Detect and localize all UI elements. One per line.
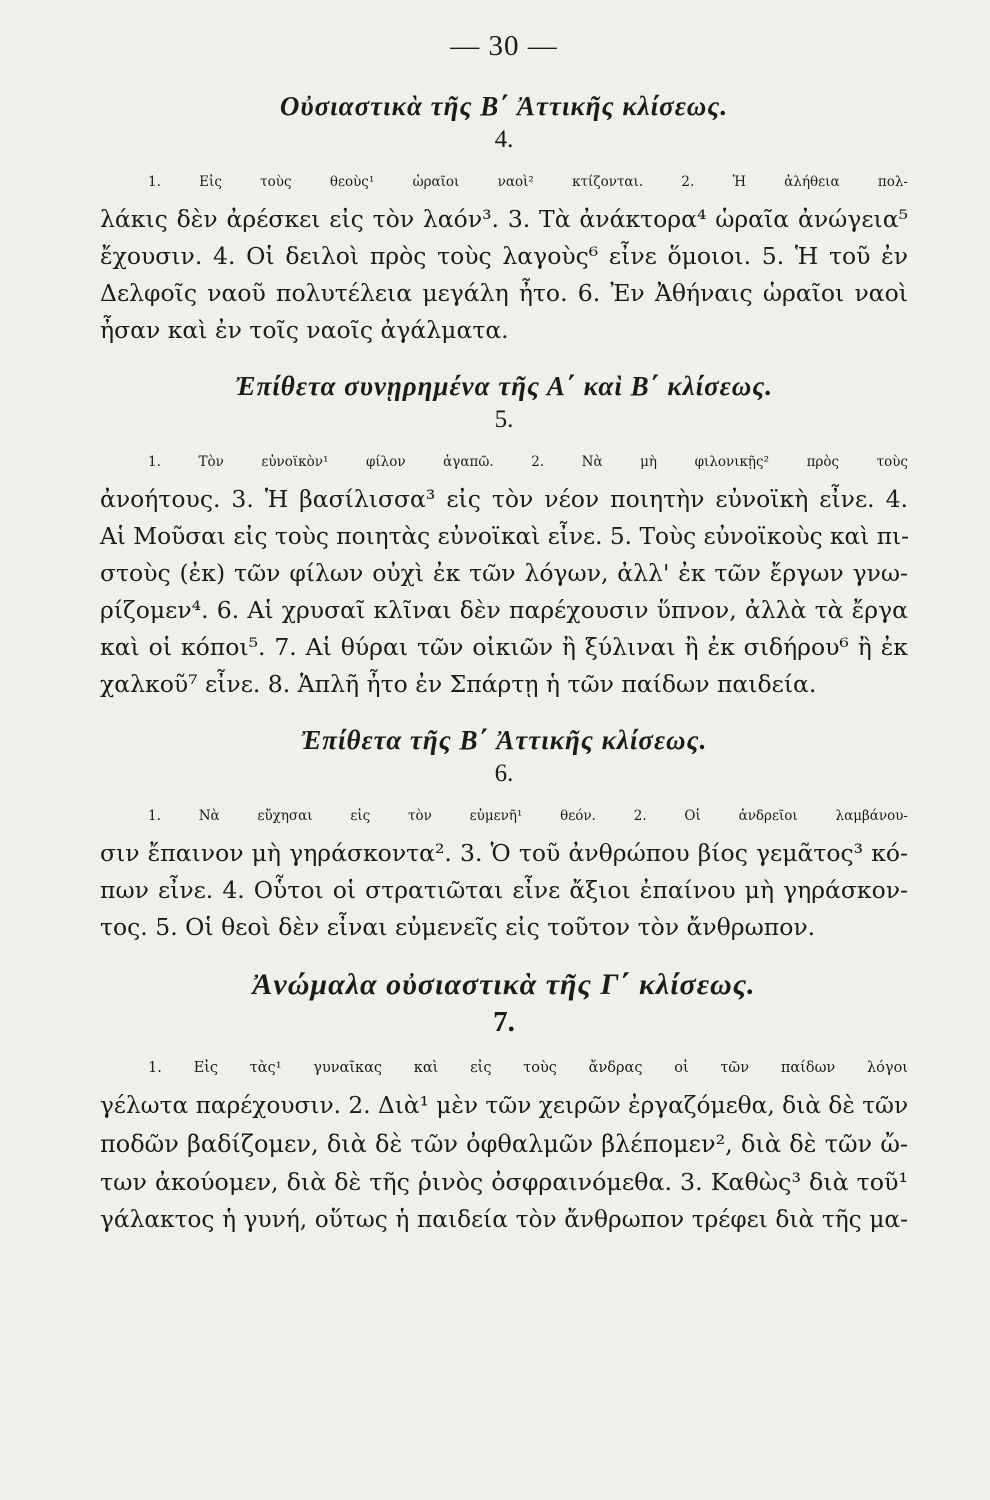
section-title: Ἀνώμαλα οὐσιαστικὰ τῆς Γ΄ κλίσεως. xyxy=(252,968,756,1001)
text-line: των ἀκούομεν, διὰ δὲ τῆς ῥινὸς ὀσφραινόμεθα. 3. Καθὼς³ διὰ τοῦ¹ xyxy=(100,1168,908,1196)
text-line: σιν ἔπαινον μὴ γηράσκοντα². 3. Ὁ τοῦ ἀνθρώπου βίος γεμᾶτος³ κό- xyxy=(100,839,908,867)
section-title: Οὐσιαστικὰ τῆς Β΄ Ἀττικῆς κλίσεως. xyxy=(279,91,729,121)
exercise-number: 7. xyxy=(493,1006,515,1038)
exercise-number: 6. xyxy=(494,760,514,787)
exercise-text xyxy=(100,164,908,349)
text-line: ἔχουσιν. 4. Οἱ δειλοὶ πρὸς τοὺς λαγοὺς⁶ εἶνε ὅμοιοι. 5. Ἡ τοῦ ἐν xyxy=(100,242,908,270)
text-line: τος. 5. Οἱ θεοὶ δὲν εἶναι εὐμενεῖς εἰς τοῦτον τὸν ἄνθρωπον. xyxy=(100,913,816,941)
text-line: γέλωτα παρέχουσιν. 2. Διὰ¹ μὲν τῶν χειρῶν ἐργαζόμεθα, διὰ δὲ τῶν xyxy=(100,1092,909,1119)
text-line: 1. Εἰς τοὺς θεοὺς¹ ὡραῖοι ναοὶ² κτίζονται. 2. Ἡ ἀλήθεια πολ- xyxy=(148,174,908,190)
exercise-text xyxy=(100,1049,908,1239)
text-line: ρίζομεν⁴. 6. Αἱ χρυσαῖ κλῖναι δὲν παρέχουσιν ὕπνον, ἀλλὰ τὰ ἔργα xyxy=(100,596,908,624)
section-7 xyxy=(100,968,908,1239)
text-line: πων εἶνε. 4. Οὗτοι οἱ στρατιῶται εἶνε ἄξιοι ἐπαίνου μὴ γηράσκον- xyxy=(100,876,908,904)
exercise-number: 4. xyxy=(494,126,514,153)
page-number: — 30 — xyxy=(450,30,558,62)
section-6 xyxy=(100,725,908,946)
exercise-text xyxy=(100,798,908,946)
section-5 xyxy=(100,371,908,703)
exercise-number: 5. xyxy=(494,406,514,433)
text-line: 1. Εἰς τὰς¹ γυναῖκας καὶ εἰς τοὺς ἄνδρας οἱ τῶν παίδων λόγοι xyxy=(148,1060,908,1076)
text-line: χαλκοῦ⁷ εἶνε. 8. Ἁπλῆ ἦτο ἐν Σπάρτῃ ἡ τῶν παίδων παιδεία. xyxy=(100,670,817,698)
text-line: ἀνοήτους. 3. Ἡ βασίλισσα³ εἰς τὸν νέον ποιητὴν εὐνοϊκὴ εἶνε. 4. xyxy=(100,485,908,513)
text-line: στοὺς (ἐκ) τῶν φίλων οὐχὶ ἐκ τῶν λόγων, ἀλλ' ἐκ τῶν ἔργων γνω- xyxy=(100,559,908,587)
section-title: Ἐπίθετα τῆς Β΄ Ἀττικῆς κλίσεως. xyxy=(300,725,708,755)
text-line: γάλακτος ἡ γυνή, οὕτως ἡ παιδεία τὸν ἄνθρωπον τρέφει διὰ τῆς μα- xyxy=(100,1206,908,1233)
text-line: 1. Νὰ εὔχησαι εἰς τὸν εὐμενῆ¹ θεόν. 2. Οἱ ἀνδρεῖοι λαμβάνου- xyxy=(148,808,908,824)
text-line: Αἱ Μοῦσαι εἰς τοὺς ποιητὰς εὐνοϊκαὶ εἶνε. 5. Τοὺς εὐνοϊκοὺς καὶ πι- xyxy=(100,523,909,550)
text-line: ποδῶν βαδίζομεν, διὰ δὲ τῶν ὀφθαλμῶν βλέπομεν², διὰ δὲ τῶν ὤ- xyxy=(100,1130,908,1158)
text-line: ἦσαν καὶ ἐν τοῖς ναοῖς ἀγάλματα. xyxy=(100,316,509,344)
text-line: λάκις δὲν ἀρέσκει εἰς τὸν λαόν³. 3. Τὰ ἀνάκτορα⁴ ὡραῖα ἀνώγεια⁵ xyxy=(100,205,908,233)
text-line: Δελφοῖς ναοῦ πολυτέλεια μεγάλη ἦτο. 6. Ἐν Ἀθήναις ὡραῖοι ναοὶ xyxy=(100,279,908,307)
text-line: καὶ οἱ κόποι⁵. 7. Αἱ θύραι τῶν οἰκιῶν ἢ ξύλιναι ἢ ἐκ σιδήρου⁶ ἢ ἐκ xyxy=(100,633,908,661)
section-title: Ἐπίθετα συνῃρημένα τῆς Α΄ καὶ Β΄ κλίσεως. xyxy=(234,371,774,401)
exercise-text xyxy=(100,444,908,703)
section-4 xyxy=(100,91,908,349)
text-line: 1. Τὸν εὐνοϊκὸν¹ φίλον ἀγαπῶ. 2. Νὰ μὴ φιλονικῇς² πρὸς τοὺς xyxy=(148,454,908,470)
